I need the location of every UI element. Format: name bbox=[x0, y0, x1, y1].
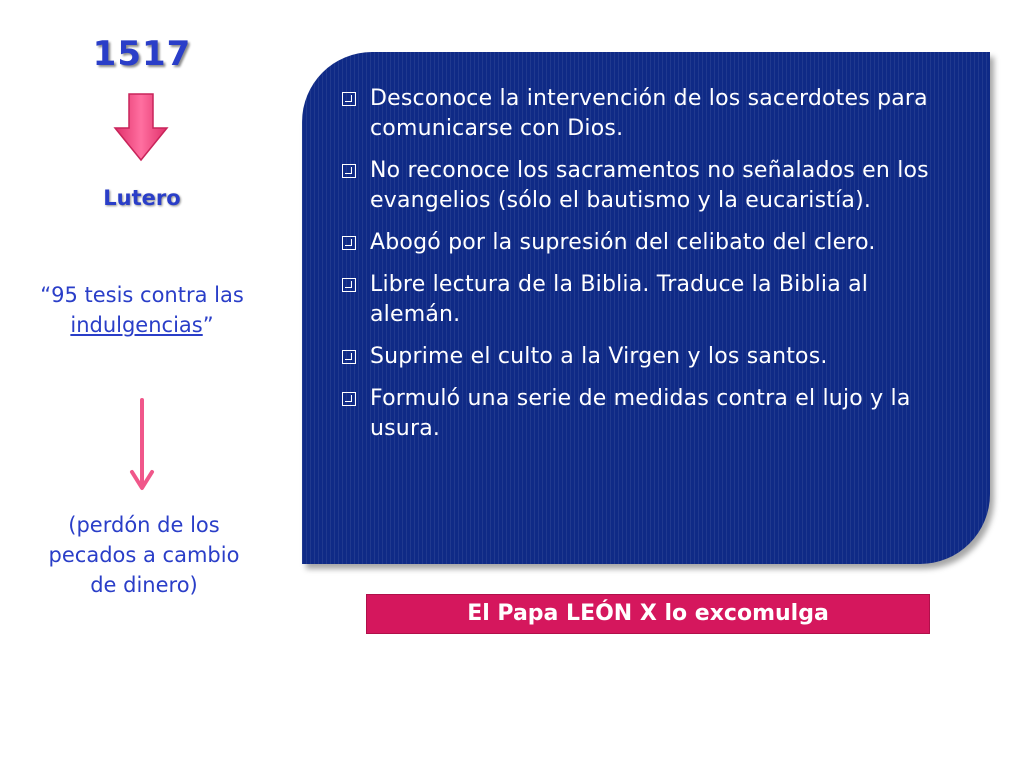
list-item-text: Abogó por la supresión del celibato del clero. bbox=[370, 230, 876, 255]
checkbox-bullet-icon bbox=[342, 236, 356, 250]
checkbox-bullet-icon bbox=[342, 164, 356, 178]
tesis-close: ” bbox=[202, 313, 214, 337]
list-item bbox=[340, 228, 960, 258]
person-name: Lutero bbox=[103, 186, 181, 210]
thin-down-arrow-icon bbox=[128, 398, 156, 494]
reforms-list bbox=[340, 84, 960, 456]
list-item bbox=[340, 84, 960, 144]
perdon-text: (perdón de los pecados a cambio de dinero) bbox=[48, 513, 240, 597]
excommunication-box: El Papa LEÓN X lo excomulga bbox=[366, 594, 930, 634]
list-item-text: Formuló una serie de medidas contra el lujo y la usura. bbox=[370, 386, 911, 441]
tesis-open: “95 tesis contra las bbox=[40, 283, 244, 307]
checkbox-bullet-icon bbox=[342, 92, 356, 106]
list-item-text: Desconoce la intervención de los sacerdotes para comunicarse con Dios. bbox=[370, 86, 928, 141]
list-item-text: No reconoce los sacramentos no señalados en los evangelios (sólo el bautismo y la eucaristía). bbox=[370, 158, 929, 213]
tesis-text bbox=[28, 280, 256, 340]
list-item bbox=[340, 342, 960, 372]
checkbox-bullet-icon bbox=[342, 392, 356, 406]
down-arrow-icon bbox=[113, 92, 169, 162]
list-item-text: Suprime el culto a la Virgen y los santos. bbox=[370, 344, 828, 369]
list-item bbox=[340, 270, 960, 330]
checkbox-bullet-icon bbox=[342, 278, 356, 292]
checkbox-bullet-icon bbox=[342, 350, 356, 364]
year-title: 1517 bbox=[92, 34, 192, 74]
tesis-underlined: indulgencias bbox=[70, 313, 203, 337]
list-item bbox=[340, 384, 960, 444]
list-item bbox=[340, 156, 960, 216]
list-item-text: Libre lectura de la Biblia. Traduce la Biblia al alemán. bbox=[370, 272, 869, 327]
